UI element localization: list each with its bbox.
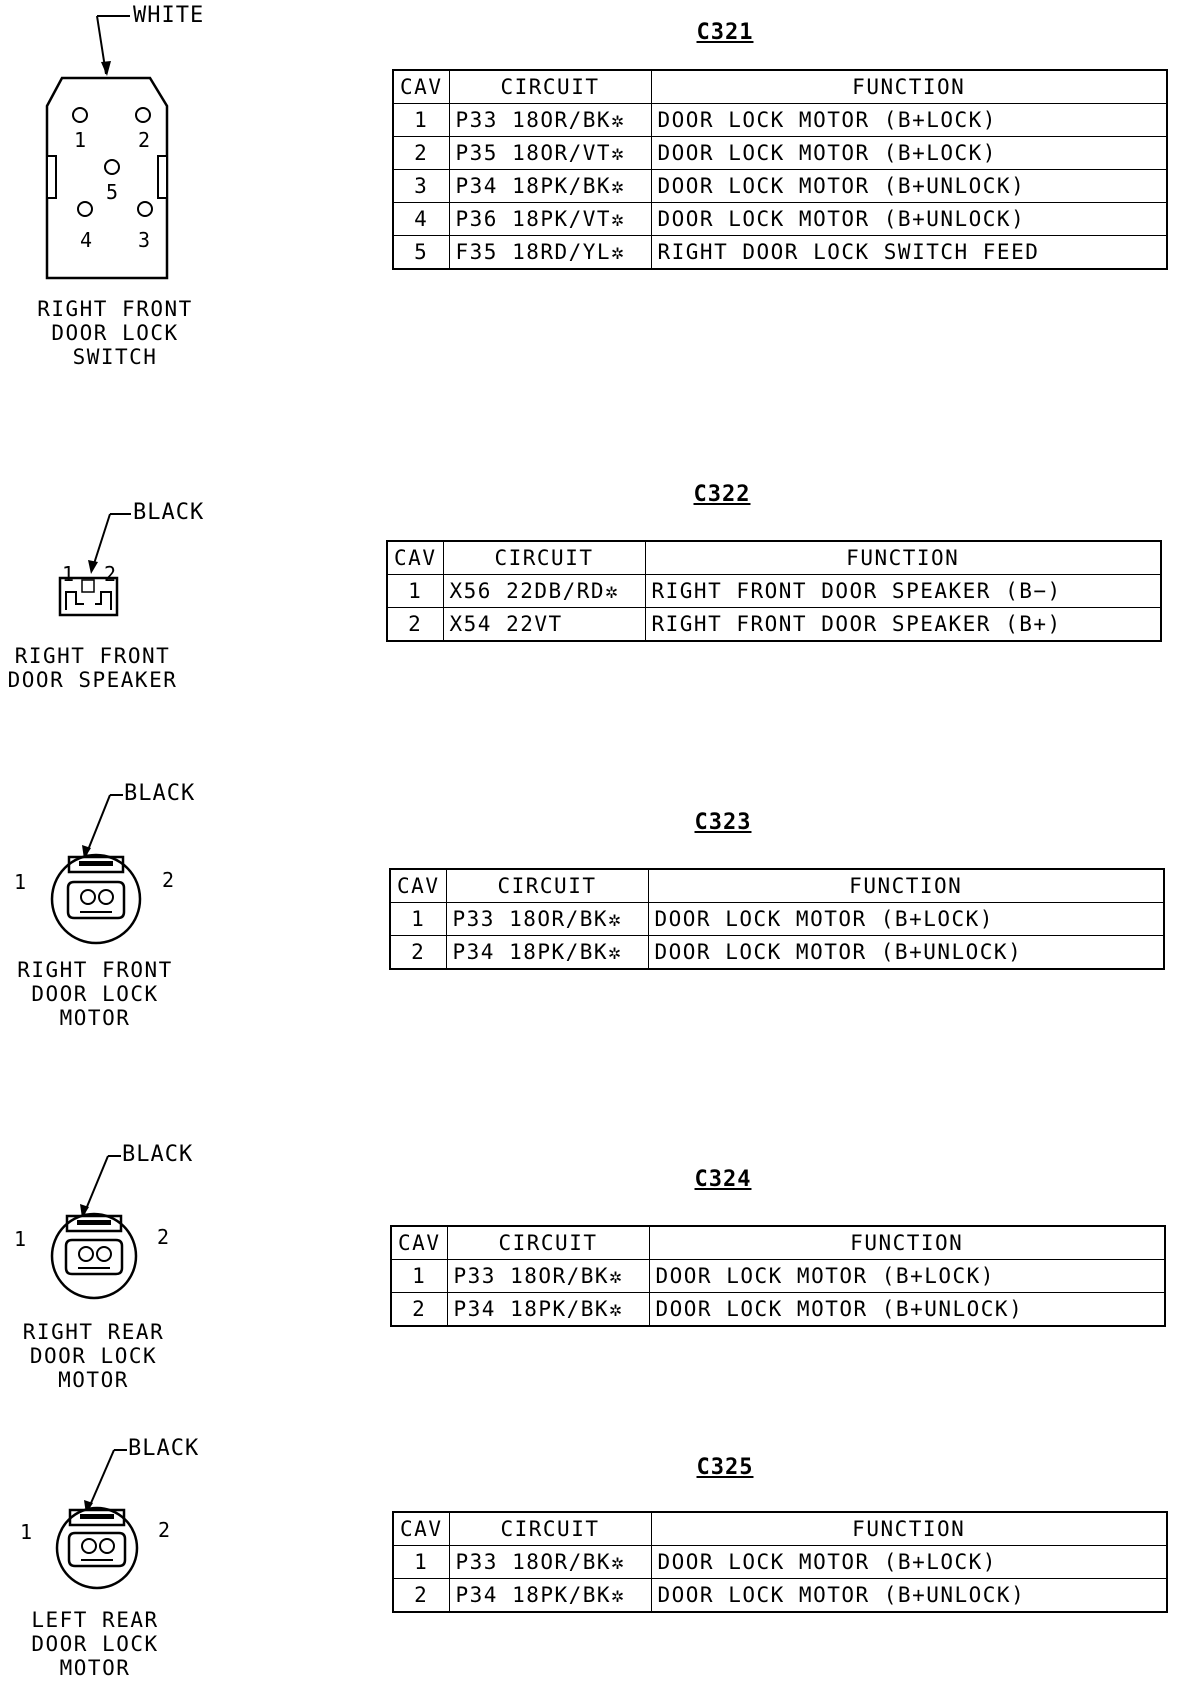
table-header-row	[387, 541, 1161, 575]
connector-color-label: BLACK	[122, 1142, 194, 1167]
circuit-cell: P33 18OR/BK✲	[447, 1260, 649, 1293]
circuit-cell: F35 18RD/YL✲	[449, 236, 651, 270]
cav-header: CAV	[393, 70, 449, 104]
circuit-cell: X54 22VT	[443, 608, 645, 642]
circuit-header: CIRCUIT	[449, 70, 651, 104]
circuit-header: CIRCUIT	[443, 541, 645, 575]
pin-label: 2	[104, 562, 117, 586]
circuit-header: CIRCUIT	[447, 1226, 649, 1260]
table-header-row	[393, 70, 1167, 104]
pin-label: 5	[106, 180, 119, 204]
circuit-cell: P34 18PK/BK✲	[447, 1293, 649, 1327]
circuit-cell: P34 18PK/BK✲	[449, 1579, 651, 1613]
cav-cell: 2	[390, 936, 446, 970]
circuit-header: CIRCUIT	[446, 869, 648, 903]
pin-label: 1	[14, 1227, 27, 1251]
circuit-cell: P33 18OR/BK✲	[449, 104, 651, 137]
connector-title: C322	[693, 482, 751, 507]
connector-title: C323	[694, 810, 752, 835]
connector-color-label: BLACK	[128, 1436, 200, 1461]
cav-cell: 4	[393, 203, 449, 236]
table-header-row	[390, 869, 1164, 903]
table-row	[390, 903, 1164, 936]
pin-label: 3	[138, 228, 151, 252]
circuit-header: CIRCUIT	[449, 1512, 651, 1546]
circuit-cell: P34 18PK/BK✲	[446, 936, 648, 970]
component-name: RIGHT FRONT DOOR SPEAKER	[7, 644, 178, 692]
cav-header: CAV	[390, 869, 446, 903]
cav-cell: 5	[393, 236, 449, 270]
cav-cell: 1	[387, 575, 443, 608]
function-header: FUNCTION	[648, 869, 1164, 903]
cav-cell: 2	[391, 1293, 447, 1327]
component-name: RIGHT FRONT DOOR LOCK MOTOR	[17, 958, 173, 1030]
pin-label: 1	[14, 870, 27, 894]
connector-color-label: BLACK	[133, 500, 205, 525]
function-cell: RIGHT FRONT DOOR SPEAKER (B+)	[645, 608, 1161, 642]
connector-color-label: WHITE	[133, 3, 205, 28]
function-cell: DOOR LOCK MOTOR (B+UNLOCK)	[651, 170, 1167, 203]
circuit-cell: P36 18PK/VT✲	[449, 203, 651, 236]
pin-label: 2	[162, 868, 175, 892]
table-row	[393, 137, 1167, 170]
connector-table	[386, 540, 1162, 642]
table-row	[393, 170, 1167, 203]
component-name: RIGHT FRONT DOOR LOCK SWITCH	[37, 297, 193, 369]
motor-connector-icon	[0, 0, 200, 1610]
component-name: RIGHT REAR DOOR LOCK MOTOR	[22, 1320, 165, 1392]
function-header: FUNCTION	[651, 70, 1167, 104]
function-cell: DOOR LOCK MOTOR (B+LOCK)	[648, 903, 1164, 936]
cav-cell: 2	[393, 137, 449, 170]
cav-header: CAV	[391, 1226, 447, 1260]
table-row	[390, 936, 1164, 970]
cav-cell: 3	[393, 170, 449, 203]
connector-table	[389, 868, 1165, 970]
component-name: LEFT REAR DOOR LOCK MOTOR	[31, 1608, 159, 1680]
function-cell: DOOR LOCK MOTOR (B+UNLOCK)	[651, 1579, 1167, 1613]
function-header: FUNCTION	[645, 541, 1161, 575]
pin-label: 1	[62, 562, 75, 586]
circuit-cell: P33 18OR/BK✲	[449, 1546, 651, 1579]
cav-cell: 1	[393, 1546, 449, 1579]
table-row	[393, 236, 1167, 270]
circuit-cell: P35 18OR/VT✲	[449, 137, 651, 170]
pin-label: 2	[157, 1225, 170, 1249]
table-header-row	[393, 1512, 1167, 1546]
circuit-cell: P34 18PK/BK✲	[449, 170, 651, 203]
connector-color-label: BLACK	[124, 781, 196, 806]
cav-cell: 1	[390, 903, 446, 936]
pin-label: 4	[80, 228, 93, 252]
pin-label: 1	[74, 128, 87, 152]
function-cell: RIGHT DOOR LOCK SWITCH FEED	[651, 236, 1167, 270]
cav-cell: 1	[391, 1260, 447, 1293]
function-cell: RIGHT FRONT DOOR SPEAKER (B−)	[645, 575, 1161, 608]
cav-cell: 1	[393, 104, 449, 137]
cav-header: CAV	[393, 1512, 449, 1546]
function-header: FUNCTION	[649, 1226, 1165, 1260]
circuit-cell: P33 18OR/BK✲	[446, 903, 648, 936]
table-row	[393, 1579, 1167, 1613]
function-cell: DOOR LOCK MOTOR (B+LOCK)	[651, 137, 1167, 170]
function-cell: DOOR LOCK MOTOR (B+LOCK)	[651, 104, 1167, 137]
function-cell: DOOR LOCK MOTOR (B+UNLOCK)	[648, 936, 1164, 970]
cav-header: CAV	[387, 541, 443, 575]
table-row	[393, 203, 1167, 236]
pin-label: 2	[138, 128, 151, 152]
function-cell: DOOR LOCK MOTOR (B+UNLOCK)	[649, 1293, 1165, 1327]
connector-table	[392, 69, 1168, 270]
pin-label: 1	[20, 1520, 33, 1544]
function-cell: DOOR LOCK MOTOR (B+LOCK)	[651, 1546, 1167, 1579]
cav-cell: 2	[393, 1579, 449, 1613]
connector-table	[390, 1225, 1166, 1327]
table-header-row	[391, 1226, 1165, 1260]
table-row	[387, 608, 1161, 642]
table-row	[393, 104, 1167, 137]
connector-title: C324	[694, 1167, 752, 1192]
table-row	[391, 1293, 1165, 1327]
connector-title: C325	[696, 1455, 754, 1480]
function-cell: DOOR LOCK MOTOR (B+LOCK)	[649, 1260, 1165, 1293]
function-cell: DOOR LOCK MOTOR (B+UNLOCK)	[651, 203, 1167, 236]
circuit-cell: X56 22DB/RD✲	[443, 575, 645, 608]
table-row	[393, 1546, 1167, 1579]
table-row	[391, 1260, 1165, 1293]
function-header: FUNCTION	[651, 1512, 1167, 1546]
connector-title: C321	[696, 20, 754, 45]
pin-label: 2	[158, 1518, 171, 1542]
connector-table	[392, 1511, 1168, 1613]
cav-cell: 2	[387, 608, 443, 642]
table-row	[387, 575, 1161, 608]
